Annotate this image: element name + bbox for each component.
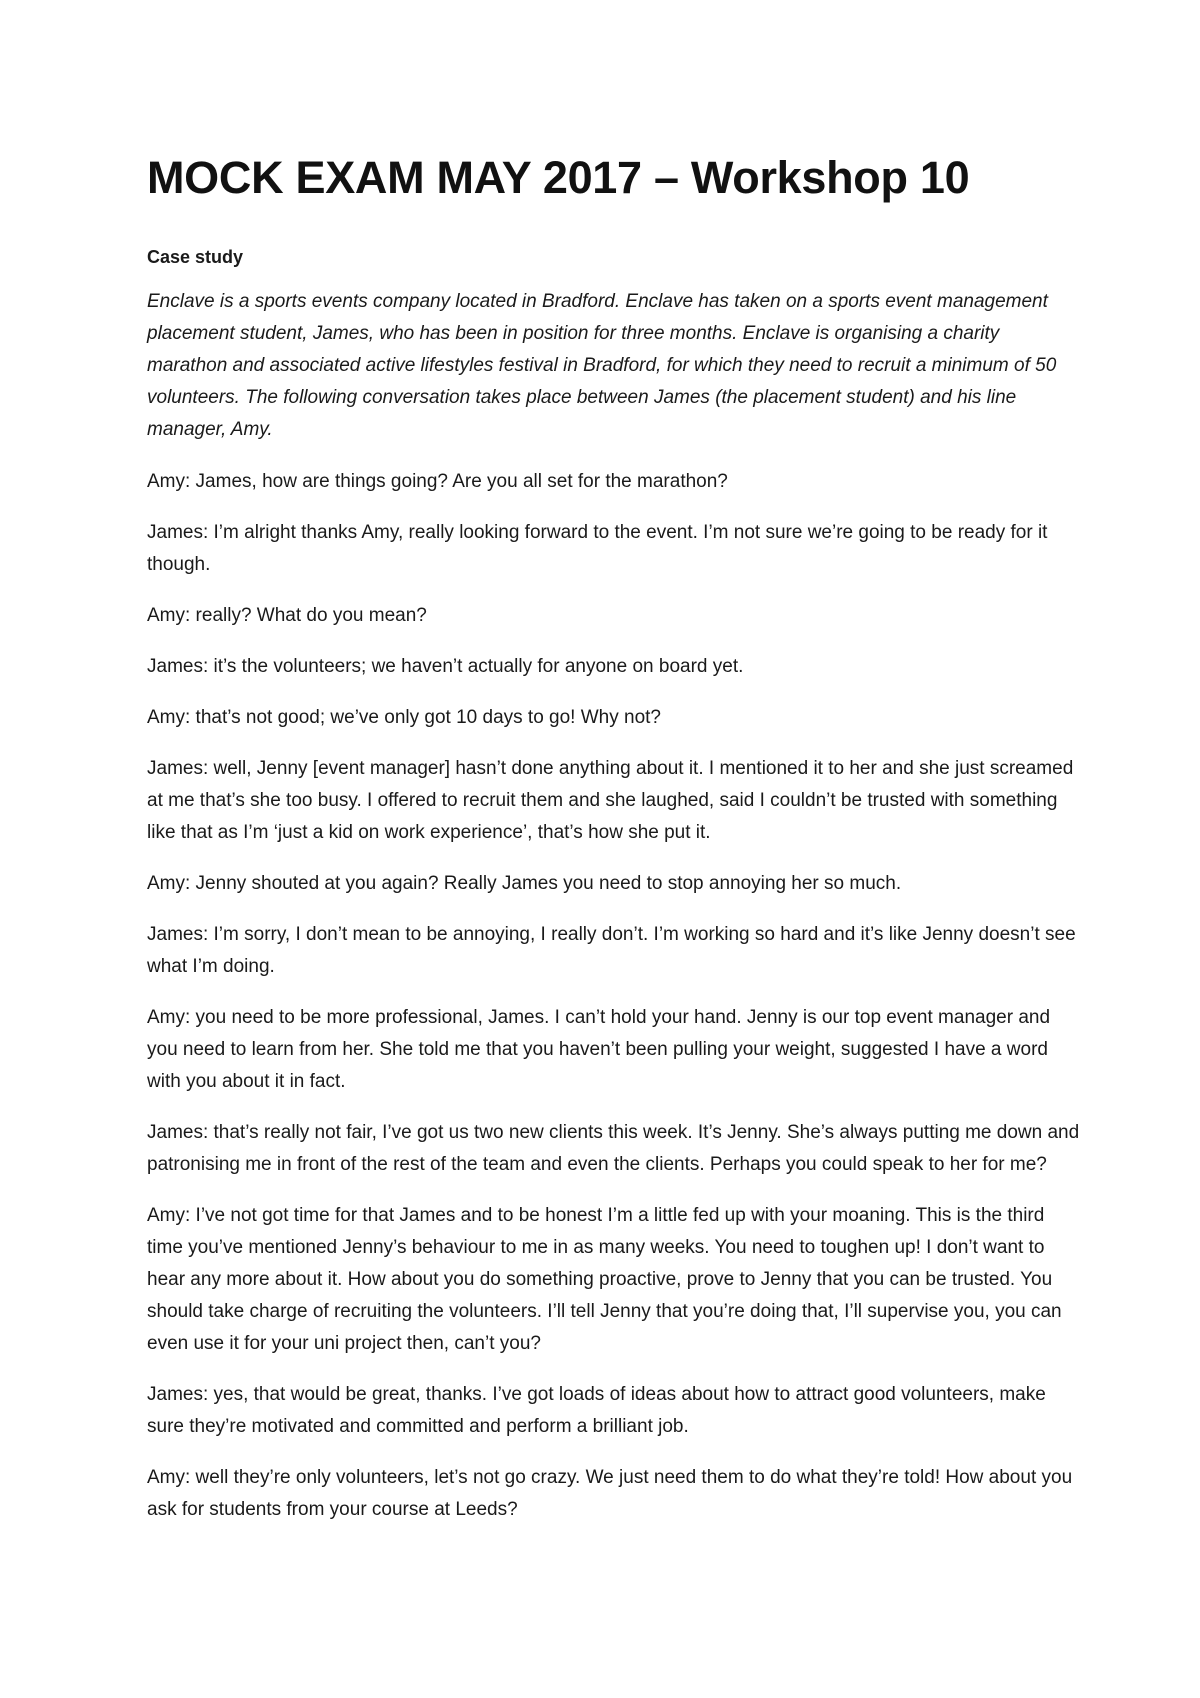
dialogue-line: Amy: you need to be more professional, James. I can’t hold your hand. Jenny is our top event manager and you need to learn from her. She told me that you haven’t been pulling your weight, suggested I have a word with you about it in fact. — [147, 1007, 1051, 1092]
dialogue-line: James: I’m sorry, I don’t mean to be annoying, I really don’t. I’m working so hard and it’s like Jenny doesn’t see what I’m doing. — [147, 924, 1076, 977]
dialogue-line: James: yes, that would be great, thanks. I’ve got loads of ideas about how to attract good volunteers, make sure they’re motivated and committed and perform a brilliant job. — [147, 1384, 1046, 1437]
dialogue — [147, 466, 1080, 1526]
dialogue-line: James: that’s really not fair, I’ve got us two new clients this week. It’s Jenny. She’s always putting me down and patronising me in front of the rest of the team and even the clients. Perhaps you could speak to her for me? — [147, 1122, 1080, 1175]
dialogue-line: Amy: really? What do you mean? — [147, 605, 427, 626]
case-study-intro: Enclave is a sports events company located in Bradford. Enclave has taken on a sports event management placement student, James, who has been in position for three months. Enclave is organising a charity marathon and associated active lifestyles festival in Bradford, for which they need to recruit a minimum of 50 volunteers. The following conversation takes place between James (the placement student) and his line manager, Amy. — [147, 291, 1057, 440]
dialogue-line: Amy: that’s not good; we’ve only got 10 days to go! Why not? — [147, 707, 662, 728]
dialogue-line: James: it’s the volunteers; we haven’t actually for anyone on board yet. — [147, 656, 744, 677]
dialogue-line: Amy: I’ve not got time for that James and to be honest I’m a little fed up with your moaning. This is the third time you’ve mentioned Jenny’s behaviour to me in as many weeks. You need to toughen up! I don’t want to hear any more about it. How about you do something proactive, prove to Jenny that you can be trusted. You should take charge of recruiting the volunteers. I’ll tell Jenny that you’re doing that, I’ll supervise you, you can even use it for your uni project then, can’t you? — [147, 1205, 1062, 1354]
dialogue-line: James: I’m alright thanks Amy, really looking forward to the event. I’m not sure we’re going to be ready for it though. — [147, 522, 1048, 575]
dialogue-line: James: well, Jenny [event manager] hasn’t done anything about it. I mentioned it to her and she just screamed at me that’s she too busy. I offered to recruit them and she laughed, said I couldn’t be trusted with something like that as I’m ‘just a kid on work experience’, that’s how she put it. — [147, 758, 1074, 843]
dialogue-line: Amy: well they’re only volunteers, let’s not go crazy. We just need them to do what they’re told! How about you ask for students from your course at Leeds? — [147, 1467, 1073, 1520]
section-heading: Case study — [147, 247, 244, 267]
dialogue-line: Amy: Jenny shouted at you again? Really James you need to stop annoying her so much. — [147, 873, 902, 894]
document-title: MOCK EXAM MAY 2017 – Workshop 10 — [147, 152, 970, 203]
dialogue-line: Amy: James, how are things going? Are you all set for the marathon? — [147, 471, 728, 492]
